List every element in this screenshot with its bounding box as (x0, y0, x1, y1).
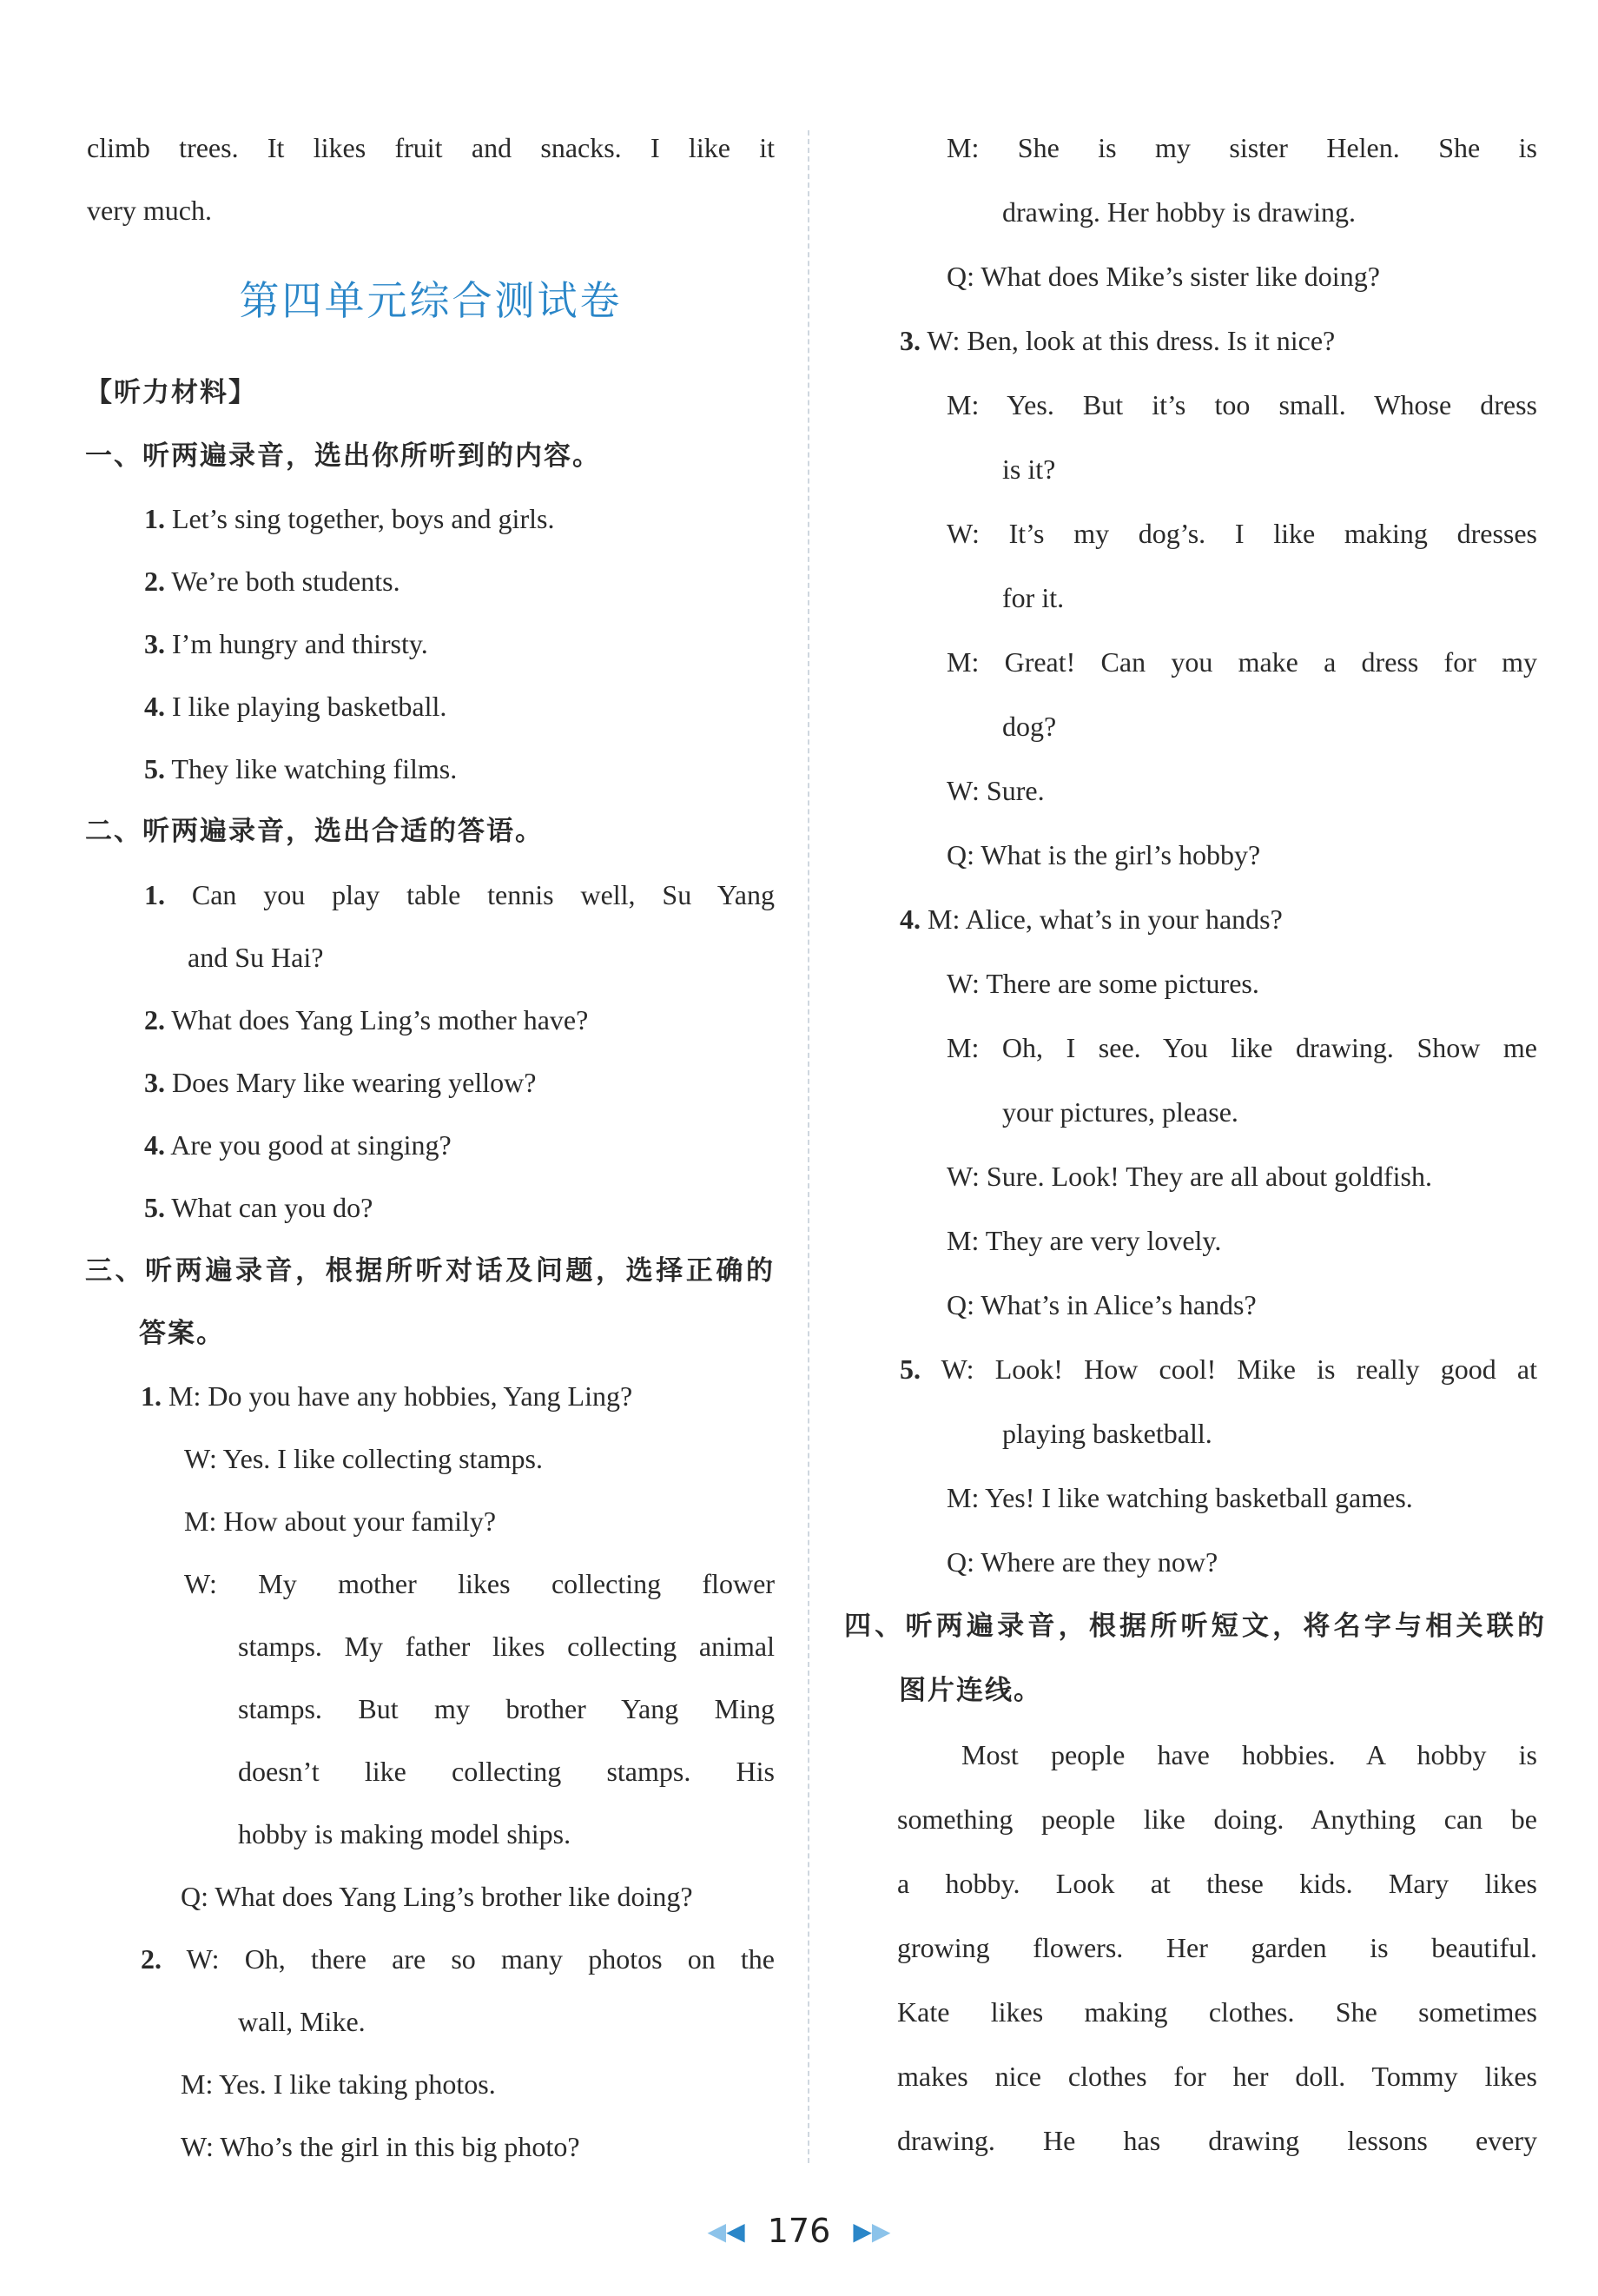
section-1-heading: 一、听两遍录音，选出你所听到的内容。 (85, 440, 601, 472)
paragraph-line: something people like doing. Anything can be (897, 1803, 1537, 1835)
list-item: 5. They like watching films. (144, 753, 458, 784)
section-2-heading: 二、听两遍录音，选出合适的答语。 (85, 816, 544, 847)
page-footer (0, 2211, 1598, 2252)
paragraph-line: growing flowers. Her garden is beautiful. (897, 1932, 1537, 1963)
dialogue-line: W: Sure. Look! They are all about goldfish. (947, 1161, 1432, 1192)
question-line: Q: What’s in Alice’s hands? (947, 1289, 1257, 1320)
dialogue-continuation: doesn’t like collecting stamps. His (238, 1756, 775, 1787)
dialogue-continuation: stamps. But my brother Yang Ming (238, 1693, 775, 1724)
prev-arrow-icon: ◀ (707, 2217, 727, 2246)
list-item: 2. What does Yang Ling’s mother have? (144, 1004, 589, 1036)
list-item: 5. What can you do? (144, 1192, 373, 1223)
dialogue-continuation: wall, Mike. (238, 2006, 366, 2037)
section-3-heading: 三、听两遍录音，根据所听对话及问题，选择正确的 (85, 1255, 775, 1287)
list-item: 4. Are you good at singing? (144, 1129, 452, 1161)
dialogue-line: 5. W: Look! How cool! Mike is really good at (900, 1353, 1538, 1385)
paragraph-line: drawing. He has drawing lessons every (897, 2125, 1537, 2156)
dialogue-continuation: for it. (1002, 582, 1065, 613)
paragraph-line: Kate likes making clothes. She sometimes (897, 1996, 1537, 2028)
list-item: 1. Can you play table tennis well, Su Yang (144, 879, 776, 910)
intro-line: very much. (87, 195, 212, 226)
dialogue-continuation: playing basketball. (1002, 1418, 1212, 1449)
dialogue-line: 2. W: Oh, there are so many photos on the (141, 1943, 776, 1975)
list-item: 3. I’m hungry and thirsty. (144, 628, 428, 659)
paragraph-line: makes nice clothes for her doll. Tommy likes (897, 2061, 1537, 2092)
dialogue-continuation: stamps. My father likes collecting animal (238, 1631, 775, 1662)
section-3-heading-cont: 答案。 (139, 1318, 225, 1349)
dialogue-line: M: Great! Can you make a dress for my (947, 646, 1537, 678)
question-line: Q: Where are they now? (947, 1546, 1218, 1578)
question-line: Q: What does Mike’s sister like doing? (947, 261, 1380, 292)
list-item: 2. We’re both students. (144, 566, 400, 597)
material-heading: 【听力材料】 (85, 377, 257, 408)
dialogue-line: W: Who’s the girl in this big photo? (181, 2131, 580, 2162)
dialogue-line: M: Yes. I like taking photos. (181, 2068, 496, 2100)
dialogue-continuation: drawing. Her hobby is drawing. (1002, 196, 1357, 228)
list-item: 3. Does Mary like wearing yellow? (144, 1067, 537, 1098)
next-arrow-icon: ▶ (853, 2217, 872, 2246)
dialogue-continuation: your pictures, please. (1002, 1096, 1238, 1128)
question-line: Q: What is the girl’s hobby? (947, 839, 1261, 870)
dialogue-continuation: hobby is making model ships. (238, 1818, 571, 1849)
column-divider (808, 130, 809, 2163)
section-4-heading: 四、听两遍录音，根据所听短文，将名字与相关联的 (844, 1611, 1546, 1642)
intro-line: climb trees. It likes fruit and snacks. I like it (87, 132, 775, 163)
dialogue-line: 1. M: Do you have any hobbies, Yang Ling? (141, 1380, 633, 1412)
dialogue-line: 3. W: Ben, look at this dress. Is it nice? (900, 325, 1336, 356)
unit-title: 第四单元综合测试卷 (239, 277, 623, 324)
dialogue-line: W: Yes. I like collecting stamps. (184, 1443, 543, 1474)
dialogue-line: M: Yes. But it’s too small. Whose dress (947, 389, 1537, 420)
question-line: Q: What does Yang Ling’s brother like doing? (181, 1881, 693, 1912)
dialogue-line: 4. M: Alice, what’s in your hands? (900, 903, 1283, 935)
section-4-heading-cont: 图片连线。 (899, 1675, 1042, 1706)
list-item: 1. Let’s sing together, boys and girls. (144, 503, 555, 534)
page-number: 176 (767, 2212, 831, 2250)
dialogue-line: M: Oh, I see. You like drawing. Show me (947, 1032, 1537, 1063)
dialogue-line: M: They are very lovely. (947, 1225, 1222, 1256)
next-arrow-icon: ▶ (871, 2217, 891, 2246)
dialogue-continuation: is it? (1002, 453, 1056, 485)
paragraph-line: a hobby. Look at these kids. Mary likes (897, 1868, 1537, 1899)
list-item: 4. I like playing basketball. (144, 691, 447, 722)
dialogue-continuation: dog? (1002, 711, 1057, 742)
dialogue-line: W: It’s my dog’s. I like making dresses (947, 518, 1537, 549)
dialogue-line: W: My mother likes collecting flower (184, 1568, 775, 1599)
paragraph-line: Most people have hobbies. A hobby is (961, 1739, 1537, 1770)
dialogue-line: W: There are some pictures. (947, 968, 1259, 999)
dialogue-line: M: Yes! I like watching basketball games. (947, 1482, 1413, 1513)
list-item-continuation: and Su Hai? (188, 942, 324, 973)
dialogue-line: M: She is my sister Helen. She is (947, 132, 1537, 163)
dialogue-line: M: How about your family? (184, 1505, 497, 1537)
dialogue-line: W: Sure. (947, 775, 1045, 806)
prev-arrow-icon: ◀ (726, 2217, 745, 2246)
